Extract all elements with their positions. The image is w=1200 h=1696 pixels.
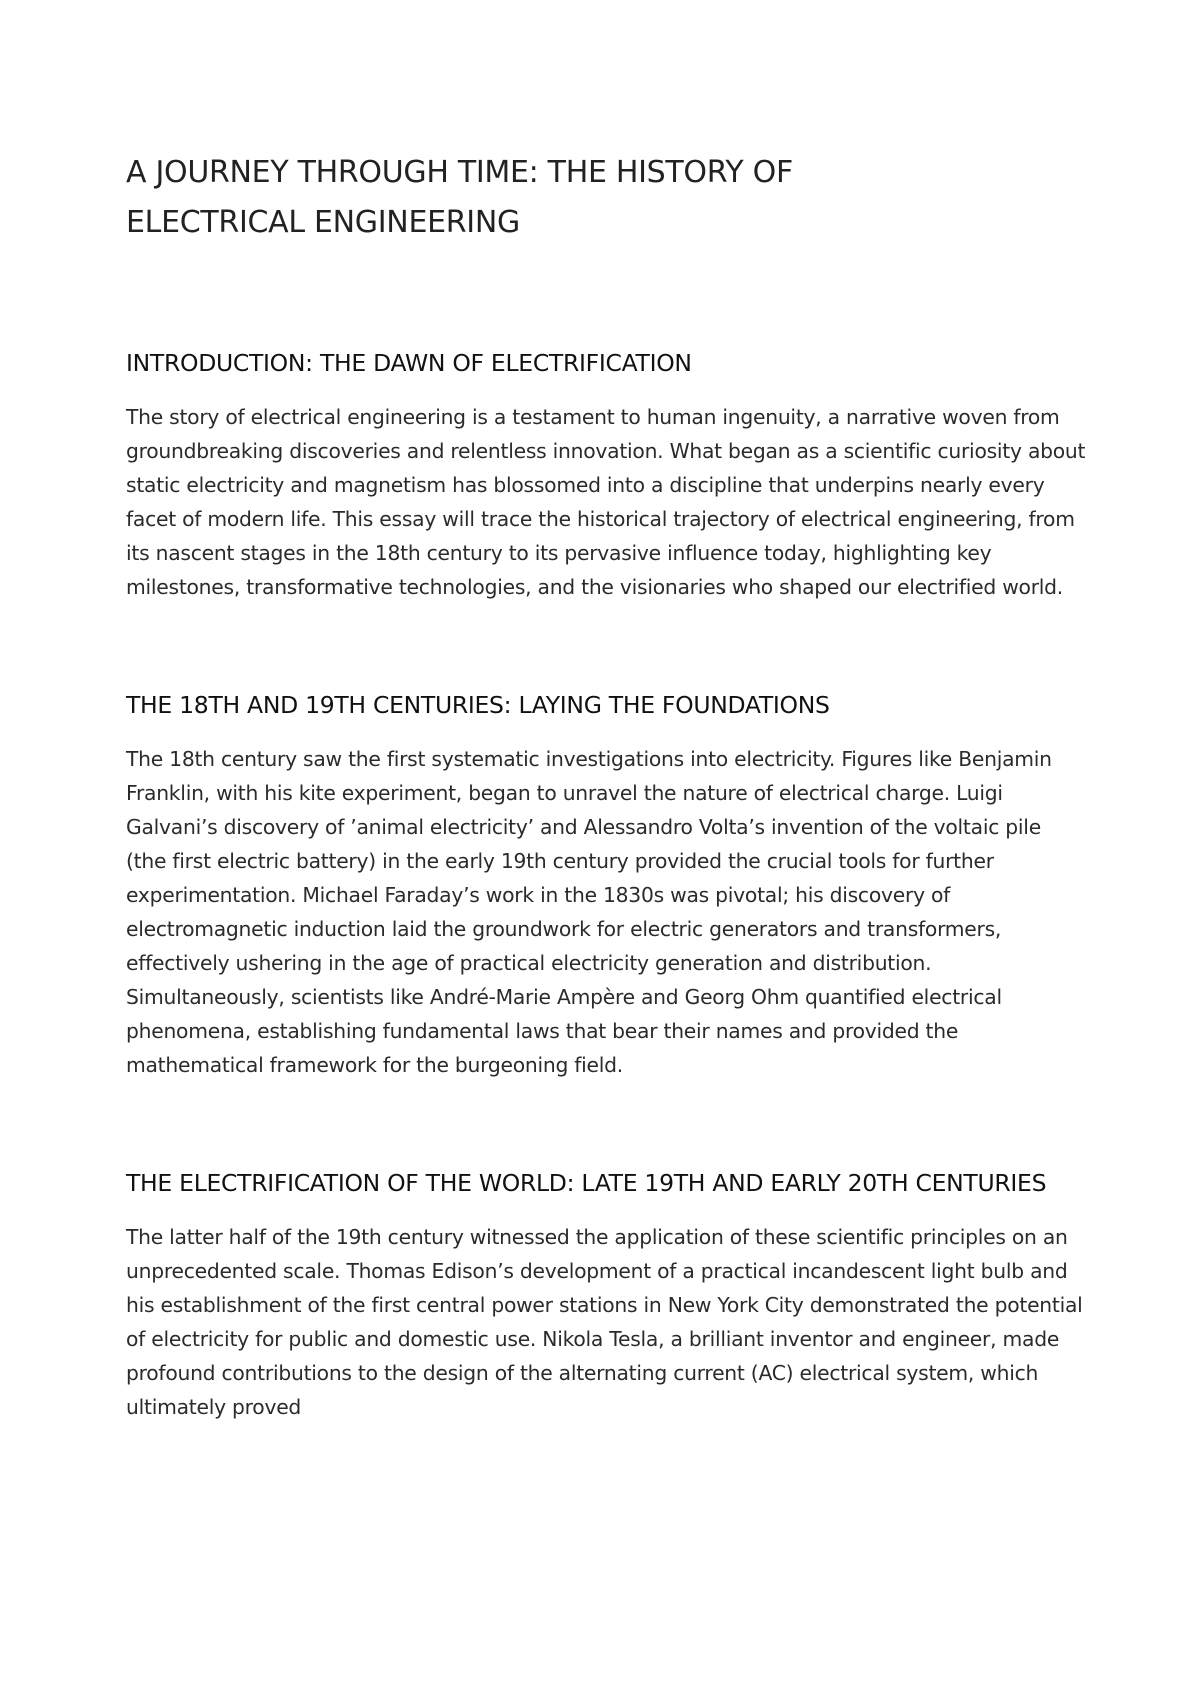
section-body-introduction: The story of electrical engineering is a testament to human ingenuity, a narrative woven from groundbreaking discoveries and relentless innovation. What began as a scientific curiosity about static electricity and magnetism has blossomed into a discipline that underpins nearly every facet of modern life. This essay will trace the historical trajectory of electrical engineering, from its nascent stages in the 18th century to its pervasive influence today, highlighting key milestones, transformative technologies, and the visionaries who shaped our electrified world. [126,405,1086,599]
section-heading-electrification-of-world: THE ELECTRIFICATION OF THE WORLD: LATE 19TH AND EARLY 20TH CENTURIES [126,1169,1047,1197]
section-body-18th-19th-centuries: The 18th century saw the first systematic investigations into electricity. Figures like Benjamin Franklin, with his kite experiment, began to unravel the nature of electrical charge. Luigi Galvani’s discovery of ’animal electricity’ and Alessandro Volta’s invention of the voltaic pile (the first electric battery) in the early 19th century provided the crucial tools for further experimentation. Michael Faraday’s work in the 1830s was pivotal; his discovery of electromagnetic induction laid the groundwork for electric generators and transformers, effectively ushering in the age of practical electricity generation and distribution. Simultaneously, scientists like André-Marie Ampère and Georg Ohm quantified electrical phenomena, establishing fundamental laws that bear their names and provided the mathematical framework for the burgeoning field. [126,747,1052,1077]
section-body-electrification-of-world: The latter half of the 19th century witnessed the application of these scientific principles on an unprecedented scale. Thomas Edison’s development of a practical incandescent light bulb and his establishment of the first central power stations in New York City demonstrated the potential of electricity for public and domestic use. Nikola Tesla, a brilliant inventor and engineer, made profound contributions to the design of the alternating current (AC) electrical system, which ultimately proved [126,1225,1083,1419]
section-heading-18th-19th-centuries: THE 18TH AND 19TH CENTURIES: LAYING THE FOUNDATIONS [126,691,830,719]
document-page [126,148,1086,1424]
page-title: A JOURNEY THROUGH TIME: THE HISTORY OF ELECTRICAL ENGINEERING [126,155,793,240]
section-heading-introduction: INTRODUCTION: THE DAWN OF ELECTRIFICATION [126,349,692,377]
